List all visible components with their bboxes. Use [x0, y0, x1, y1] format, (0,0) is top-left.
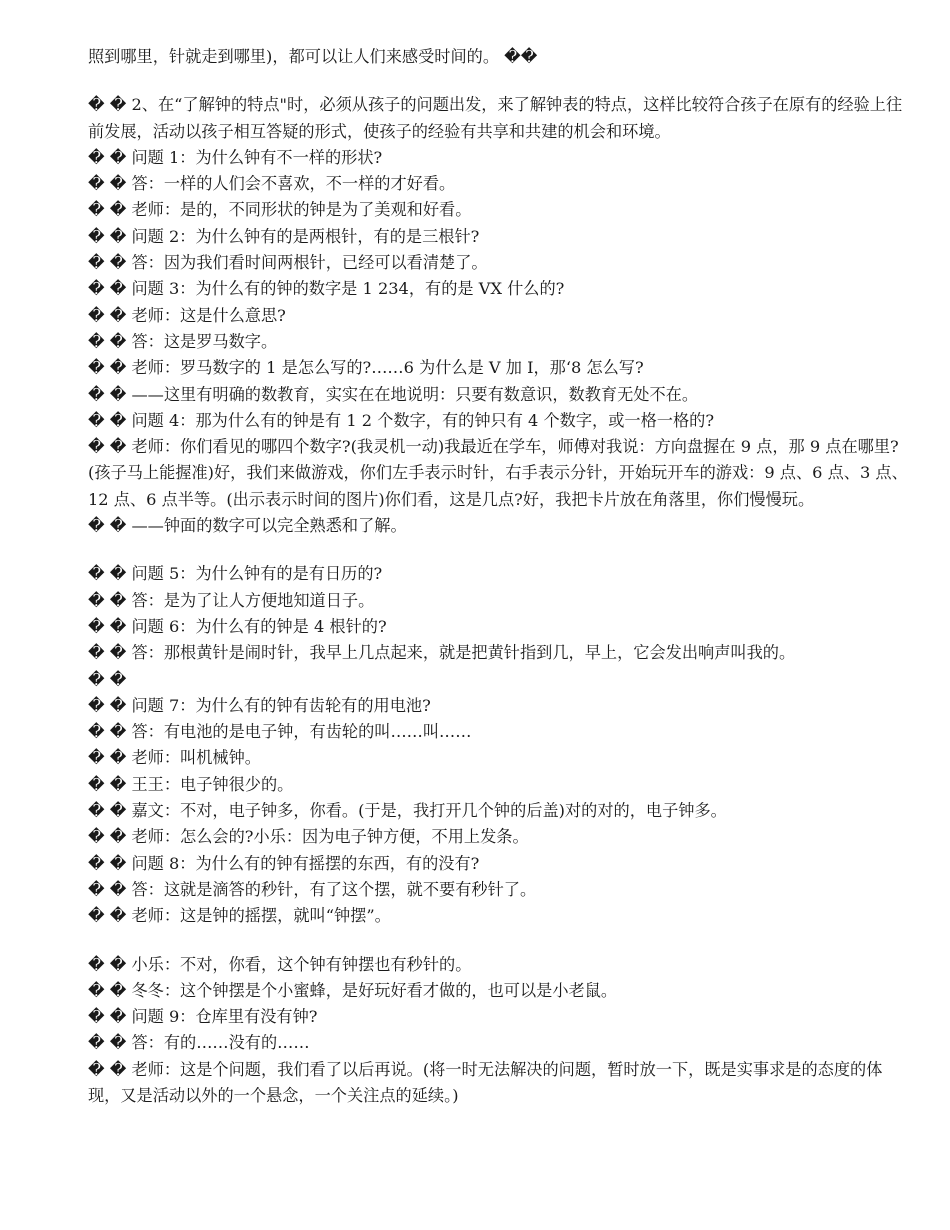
- text-line: � � 答：这是罗马数字。: [88, 331, 278, 351]
- text-line: � � 老师：是的，不同形状的钟是为了美观和好看。: [88, 200, 472, 220]
- document-body: [88, 44, 910, 1109]
- text-line: � � 老师：罗马数字的 1 是怎么写的?……6 为什么是 V 加 I，那‘8 怎么写?: [88, 358, 644, 378]
- text-line: � � 问题 8：为什么有的钟有摇摆的东西，有的没有?: [88, 853, 480, 873]
- text-line: � � 老师：你们看见的哪四个数字?(我灵机一动)我最近在学车，师傅对我说：方向盘握在 9 点，那 9 点在哪里?(孩子马上能握准)好，我们来做游戏，你们左手表示时针，右手表示分针，开始玩开车的游戏：9 点、6 点、3 点、12 点、6 点半等。(出示表示时间的图片)你们看，这是几点?好，我把卡片放在角落里，你们慢慢玩。: [88, 437, 908, 509]
- text-line: � � 2、在“了解钟的特点"时，必须从孩子的问题出发，来了解钟表的特点，这样比较符合孩子在原有的经验上往前发展，活动以孩子相互答疑的形式，使孩子的经验有共享和共建的机会和环境。: [88, 95, 903, 141]
- text-line: � � 答：那根黄针是闹时针，我早上几点起来，就是把黄针指到几，早上，它会发出响声叫我的。: [88, 643, 796, 663]
- text-line: � � 老师：这是什么意思?: [88, 305, 286, 325]
- text-line: � � 答：一样的人们会不喜欢，不一样的才好看。: [88, 174, 456, 194]
- text-line: � � 答：有的……没有的……: [88, 1033, 310, 1053]
- text-line: � � 问题 1：为什么钟有不一样的形状?: [88, 147, 383, 167]
- text-line: � � 问题 5：为什么钟有的是有日历的?: [88, 564, 383, 584]
- text-line: � � ——这里有明确的数教育，实实在在地说明：只要有数意识，数教育无处不在。: [88, 384, 699, 404]
- text-line: � � 老师：叫机械钟。: [88, 748, 261, 768]
- text-line: � � 答：有电池的是电子钟，有齿轮的叫……叫……: [88, 722, 472, 742]
- text-line: � � 冬冬：这个钟摆是个小蜜蜂，是好玩好看才做的，也可以是小老鼠。: [88, 980, 618, 1000]
- text-line: � � 问题 6：为什么有的钟是 4 根针的?: [88, 616, 387, 636]
- text-line: � � 老师：这是个问题，我们看了以后再说。(将一时无法解决的问题，暂时放一下，既是实事求是的态度的体现，又是活动以外的一个悬念，一个关注点的延续。): [88, 1059, 883, 1105]
- paragraph-gap: [88, 539, 910, 561]
- paragraph-gap: [88, 70, 910, 92]
- text-line: � �: [88, 669, 127, 689]
- paragraph-gap: [88, 930, 910, 952]
- text-line: � � 问题 9：仓库里有没有钟?: [88, 1007, 318, 1027]
- text-line: � � 答：因为我们看时间两根针，已经可以看清楚了。: [88, 253, 488, 273]
- text-line: 照到哪里，针就走到哪里)，都可以让人们来感受时间的。 ��: [88, 47, 538, 66]
- text-line: � � 答：是为了让人方便地知道日子。: [88, 590, 375, 610]
- text-line: � � 问题 3：为什么有的钟的数字是 1 234，有的是 VX 什么的?: [88, 279, 565, 299]
- text-line: � � 嘉文：不对，电子钟多，你看。(于是，我打开几个钟的后盖)对的对的，电子钟多。: [88, 801, 727, 821]
- text-line: � � 答：这就是滴答的秒针，有了这个摆，就不要有秒针了。: [88, 879, 537, 899]
- text-line: � � 小乐：不对，你看，这个钟有钟摆也有秒针的。: [88, 954, 472, 974]
- text-line: � � 问题 4：那为什么有的钟是有 1 2 个数字，有的钟只有 4 个数字，或一格一格的?: [88, 410, 715, 430]
- text-line: � � 老师：怎么会的?小乐：因为电子钟方便，不用上发条。: [88, 827, 529, 847]
- text-line: � � 老师：这是钟的摇摆，就叫“钟摆”。: [88, 906, 391, 926]
- text-line: � � 问题 2：为什么钟有的是两根针，有的是三根针?: [88, 226, 480, 246]
- text-line: � � 问题 7：为什么有的钟有齿轮有的用电池?: [88, 695, 431, 715]
- text-line: � � 王王：电子钟很少的。: [88, 774, 294, 794]
- text-line: � � ——钟面的数字可以完全熟悉和了解。: [88, 516, 407, 536]
